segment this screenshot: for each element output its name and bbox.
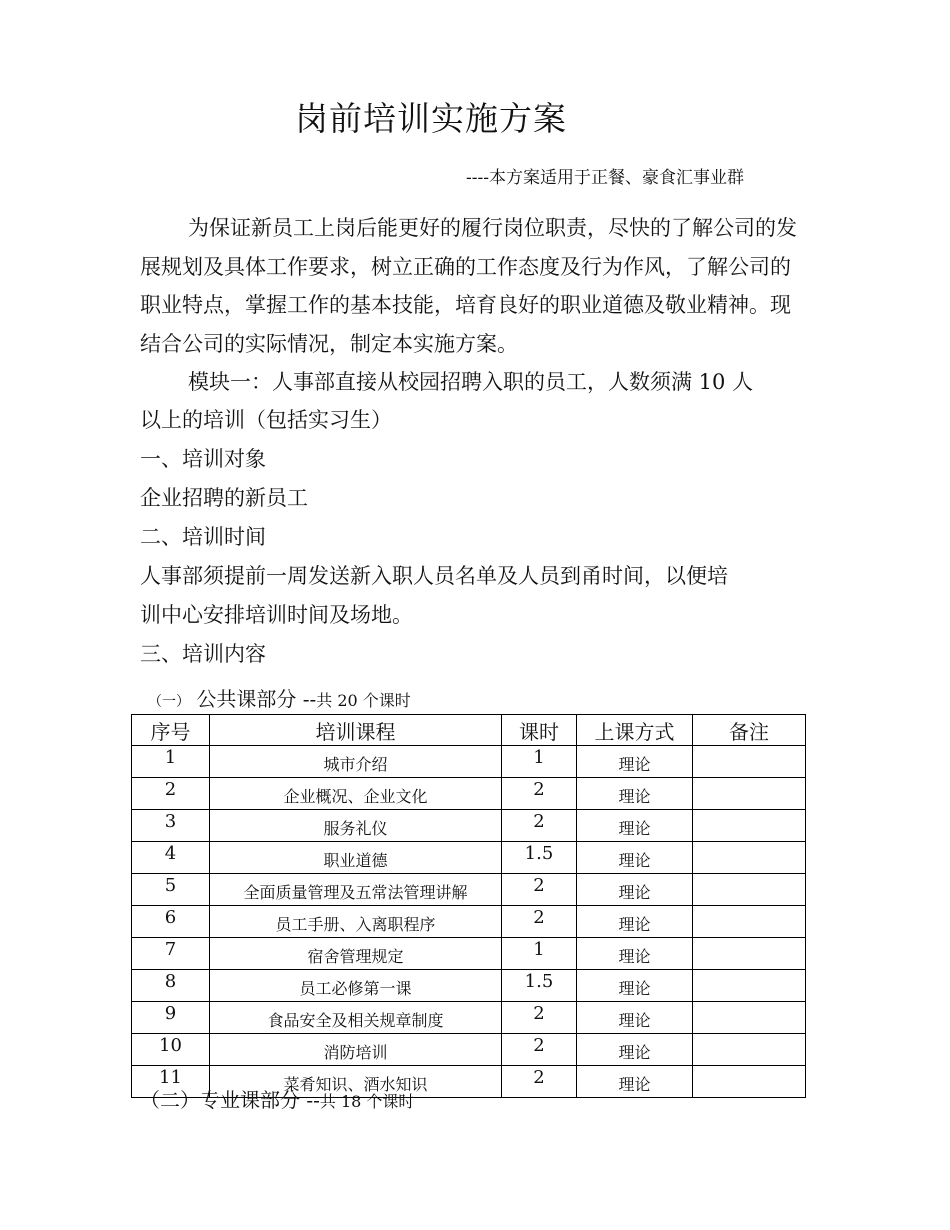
cell-course: 员工必修第一课	[210, 970, 502, 1002]
table-row	[132, 938, 806, 970]
header-course: 培训课程	[210, 715, 502, 746]
table-row	[132, 874, 806, 906]
header-seq: 序号	[132, 715, 210, 746]
section-body-target: 企业招聘的新员工	[140, 486, 308, 510]
table-row	[132, 1034, 806, 1066]
cell-note	[693, 970, 806, 1002]
cell-method: 理论	[577, 1002, 693, 1034]
document-subtitle: ----本方案适用于正餐、豪食汇事业群	[466, 168, 744, 188]
cell-method: 理论	[577, 906, 693, 938]
professional-course-total: 共 18 个课时	[319, 1092, 415, 1111]
cell-seq: 7	[132, 938, 210, 970]
section-heading-time: 二、培训时间	[140, 525, 266, 549]
professional-course-dash: --	[306, 1088, 320, 1112]
table-row	[132, 906, 806, 938]
header-hours: 课时	[502, 715, 577, 746]
cell-hours: 2	[502, 810, 577, 842]
cell-hours: 1	[502, 746, 577, 778]
cell-note	[693, 874, 806, 906]
cell-method: 理论	[577, 874, 693, 906]
public-course-total: 共 20 个课时	[316, 691, 411, 710]
cell-seq: 4	[132, 842, 210, 874]
cell-hours: 2	[502, 1002, 577, 1034]
section-heading-content: 三、培训内容	[140, 642, 266, 666]
table-header-row	[132, 715, 806, 746]
cell-note	[693, 1034, 806, 1066]
table-row	[132, 1002, 806, 1034]
cell-hours: 1.5	[502, 970, 577, 1002]
module-line-1: 模块一：人事部直接从校园招聘入职的员工，人数须满 10 人	[188, 370, 754, 394]
cell-seq: 9	[132, 1002, 210, 1034]
cell-hours: 1.5	[502, 842, 577, 874]
cell-method: 理论	[577, 1066, 693, 1098]
table-row	[132, 970, 806, 1002]
cell-seq: 2	[132, 778, 210, 810]
cell-course: 职业道德	[210, 842, 502, 874]
cell-method: 理论	[577, 938, 693, 970]
cell-course: 企业概况、企业文化	[210, 778, 502, 810]
cell-seq: 10	[132, 1034, 210, 1066]
intro-paragraph: 为保证新员工上岗后能更好的履行岗位职责，尽快的了解公司的发展规划及具体工作要求，树立正确的工作态度及行为作风，了解公司的职业特点，掌握工作的基本技能，培育良好的职业道德及敬业精神。现结合公司的实际情况，制定本实施方案。	[140, 216, 797, 356]
public-course-table	[131, 714, 806, 1098]
professional-course-label	[140, 1084, 414, 1113]
header-note: 备注	[693, 715, 806, 746]
cell-seq: 8	[132, 970, 210, 1002]
cell-hours: 2	[502, 874, 577, 906]
cell-hours: 2	[502, 906, 577, 938]
cell-course: 消防培训	[210, 1034, 502, 1066]
cell-seq: 11	[132, 1066, 210, 1098]
section-heading-target: 一、培训对象	[140, 447, 266, 471]
section-body-time-line-1: 人事部须提前一周发送新入职人员名单及人员到甬时间，以便培	[140, 564, 728, 588]
cell-note	[693, 746, 806, 778]
cell-course: 服务礼仪	[210, 810, 502, 842]
cell-method: 理论	[577, 842, 693, 874]
cell-course: 宿舍管理规定	[210, 938, 502, 970]
table-row	[132, 746, 806, 778]
cell-seq: 6	[132, 906, 210, 938]
cell-hours: 2	[502, 1034, 577, 1066]
module-line-2: 以上的培训（包括实习生）	[140, 408, 392, 432]
cell-note	[693, 1066, 806, 1098]
table-row	[132, 778, 806, 810]
table-row	[132, 842, 806, 874]
professional-course-name: （二）专业课部分	[140, 1088, 300, 1112]
header-method: 上课方式	[577, 715, 693, 746]
cell-course: 城市介绍	[210, 746, 502, 778]
cell-method: 理论	[577, 970, 693, 1002]
public-course-dash: --	[302, 687, 317, 711]
cell-note	[693, 906, 806, 938]
cell-note	[693, 810, 806, 842]
cell-method: 理论	[577, 810, 693, 842]
cell-course: 员工手册、入离职程序	[210, 906, 502, 938]
cell-method: 理论	[577, 1034, 693, 1066]
cell-hours: 1	[502, 938, 577, 970]
cell-course: 全面质量管理及五常法管理讲解	[210, 874, 502, 906]
cell-hours: 2	[502, 1066, 577, 1098]
cell-method: 理论	[577, 778, 693, 810]
cell-note	[693, 1002, 806, 1034]
public-course-prefix: （一）	[148, 694, 190, 710]
public-course-label	[148, 683, 411, 712]
cell-course: 菜肴知识、酒水知识	[210, 1066, 502, 1098]
cell-seq: 3	[132, 810, 210, 842]
public-course-name: 公共课部分	[196, 687, 297, 711]
cell-seq: 5	[132, 874, 210, 906]
cell-note	[693, 938, 806, 970]
cell-hours: 2	[502, 778, 577, 810]
cell-course: 食品安全及相关规章制度	[210, 1002, 502, 1034]
cell-method: 理论	[577, 746, 693, 778]
cell-seq: 1	[132, 746, 210, 778]
document-title: 岗前培训实施方案	[295, 99, 567, 138]
cell-note	[693, 842, 806, 874]
section-body-time-line-2: 训中心安排培训时间及场地。	[140, 603, 413, 627]
cell-note	[693, 778, 806, 810]
table-row	[132, 810, 806, 842]
